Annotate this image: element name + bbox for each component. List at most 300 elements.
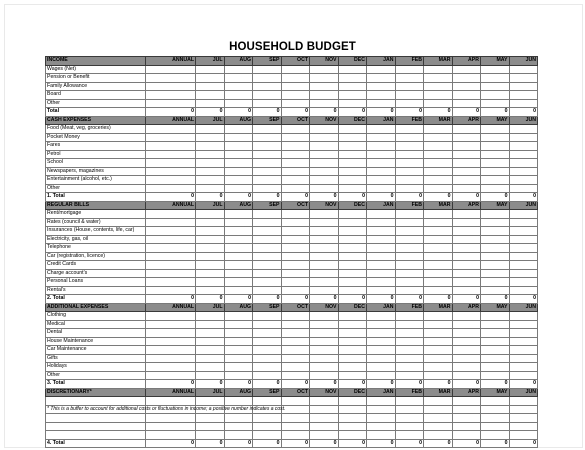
- entry-cell[interactable]: [224, 363, 253, 372]
- entry-cell[interactable]: [424, 210, 453, 219]
- entry-cell[interactable]: [281, 159, 310, 168]
- entry-cell[interactable]: [310, 159, 339, 168]
- entry-cell[interactable]: [424, 218, 453, 227]
- entry-cell[interactable]: [253, 363, 282, 372]
- entry-cell[interactable]: [253, 176, 282, 185]
- entry-cell[interactable]: [481, 210, 510, 219]
- entry-cell[interactable]: [481, 354, 510, 363]
- entry-cell[interactable]: [281, 278, 310, 287]
- entry-cell[interactable]: [253, 159, 282, 168]
- entry-cell[interactable]: [224, 252, 253, 261]
- entry-cell[interactable]: [310, 431, 339, 440]
- entry-cell[interactable]: [481, 286, 510, 295]
- entry-cell[interactable]: [338, 261, 367, 270]
- entry-cell[interactable]: [395, 320, 424, 329]
- entry-cell[interactable]: [224, 235, 253, 244]
- entry-cell[interactable]: [424, 99, 453, 108]
- entry-cell[interactable]: [452, 346, 481, 355]
- entry-cell[interactable]: [395, 431, 424, 440]
- entry-cell[interactable]: [338, 354, 367, 363]
- entry-cell[interactable]: [146, 218, 196, 227]
- entry-cell[interactable]: [452, 235, 481, 244]
- entry-cell[interactable]: [338, 337, 367, 346]
- entry-cell[interactable]: [253, 210, 282, 219]
- entry-cell[interactable]: [281, 329, 310, 338]
- entry-cell[interactable]: [452, 431, 481, 440]
- entry-cell[interactable]: [310, 125, 339, 134]
- entry-cell[interactable]: [481, 142, 510, 151]
- entry-cell[interactable]: [481, 422, 510, 431]
- entry-cell[interactable]: [224, 142, 253, 151]
- entry-cell[interactable]: [395, 91, 424, 100]
- entry-cell[interactable]: [338, 235, 367, 244]
- entry-cell[interactable]: [481, 99, 510, 108]
- entry-cell[interactable]: [224, 65, 253, 74]
- entry-cell[interactable]: [367, 244, 396, 253]
- entry-cell[interactable]: [395, 422, 424, 431]
- entry-cell[interactable]: [146, 159, 196, 168]
- entry-cell[interactable]: [310, 167, 339, 176]
- entry-cell[interactable]: [452, 278, 481, 287]
- entry-cell[interactable]: [196, 133, 225, 142]
- entry-cell[interactable]: [281, 252, 310, 261]
- entry-cell[interactable]: [424, 244, 453, 253]
- entry-cell[interactable]: [395, 405, 424, 414]
- entry-cell[interactable]: [338, 329, 367, 338]
- entry-cell[interactable]: [481, 74, 510, 83]
- entry-cell[interactable]: [481, 329, 510, 338]
- entry-cell[interactable]: [481, 218, 510, 227]
- entry-cell[interactable]: [196, 125, 225, 134]
- entry-cell[interactable]: [253, 99, 282, 108]
- entry-cell[interactable]: [146, 235, 196, 244]
- entry-cell[interactable]: [253, 397, 282, 406]
- entry-cell[interactable]: [253, 133, 282, 142]
- entry-cell[interactable]: [310, 74, 339, 83]
- entry-cell[interactable]: [146, 142, 196, 151]
- entry-cell[interactable]: [310, 405, 339, 414]
- entry-cell[interactable]: [395, 269, 424, 278]
- entry-cell[interactable]: [367, 176, 396, 185]
- entry-cell[interactable]: [367, 167, 396, 176]
- entry-cell[interactable]: [452, 210, 481, 219]
- entry-cell[interactable]: [424, 269, 453, 278]
- entry-cell[interactable]: [338, 320, 367, 329]
- entry-cell[interactable]: [452, 269, 481, 278]
- entry-cell[interactable]: [424, 167, 453, 176]
- entry-cell[interactable]: [224, 337, 253, 346]
- entry-cell[interactable]: [481, 363, 510, 372]
- entry-cell[interactable]: [509, 405, 538, 414]
- entry-cell[interactable]: [196, 235, 225, 244]
- entry-cell[interactable]: [509, 74, 538, 83]
- entry-cell[interactable]: [452, 167, 481, 176]
- entry-cell[interactable]: [395, 82, 424, 91]
- entry-cell[interactable]: [481, 150, 510, 159]
- entry-cell[interactable]: [395, 252, 424, 261]
- entry-cell[interactable]: [338, 99, 367, 108]
- entry-cell[interactable]: [452, 142, 481, 151]
- entry-cell[interactable]: [509, 159, 538, 168]
- entry-cell[interactable]: [395, 125, 424, 134]
- entry-cell[interactable]: [281, 354, 310, 363]
- entry-cell[interactable]: [338, 74, 367, 83]
- entry-cell[interactable]: [509, 150, 538, 159]
- entry-cell[interactable]: [367, 82, 396, 91]
- entry-cell[interactable]: [196, 99, 225, 108]
- entry-cell[interactable]: [424, 261, 453, 270]
- entry-cell[interactable]: [424, 278, 453, 287]
- entry-cell[interactable]: [146, 414, 196, 423]
- entry-cell[interactable]: [367, 218, 396, 227]
- entry-cell[interactable]: [509, 167, 538, 176]
- entry-cell[interactable]: [253, 422, 282, 431]
- entry-cell[interactable]: [281, 133, 310, 142]
- entry-cell[interactable]: [281, 218, 310, 227]
- entry-cell[interactable]: [253, 65, 282, 74]
- entry-cell[interactable]: [452, 397, 481, 406]
- entry-cell[interactable]: [367, 329, 396, 338]
- entry-cell[interactable]: [253, 252, 282, 261]
- entry-cell[interactable]: [338, 150, 367, 159]
- entry-cell[interactable]: [146, 176, 196, 185]
- entry-cell[interactable]: [196, 167, 225, 176]
- entry-cell[interactable]: [253, 320, 282, 329]
- entry-cell[interactable]: [338, 405, 367, 414]
- entry-cell[interactable]: [338, 252, 367, 261]
- entry-cell[interactable]: [310, 278, 339, 287]
- entry-cell[interactable]: [338, 312, 367, 321]
- entry-cell[interactable]: [146, 312, 196, 321]
- entry-cell[interactable]: [395, 329, 424, 338]
- entry-cell[interactable]: [224, 431, 253, 440]
- entry-cell[interactable]: [338, 176, 367, 185]
- entry-cell[interactable]: [310, 150, 339, 159]
- entry-cell[interactable]: [367, 371, 396, 380]
- entry-cell[interactable]: [146, 346, 196, 355]
- entry-cell[interactable]: [338, 414, 367, 423]
- entry-cell[interactable]: [452, 363, 481, 372]
- entry-cell[interactable]: [224, 99, 253, 108]
- entry-cell[interactable]: [395, 261, 424, 270]
- entry-cell[interactable]: [367, 210, 396, 219]
- entry-cell[interactable]: [452, 371, 481, 380]
- entry-cell[interactable]: [196, 82, 225, 91]
- entry-cell[interactable]: [509, 184, 538, 193]
- entry-cell[interactable]: [481, 227, 510, 236]
- entry-cell[interactable]: [481, 65, 510, 74]
- entry-cell[interactable]: [367, 286, 396, 295]
- entry-cell[interactable]: [367, 312, 396, 321]
- entry-cell[interactable]: [367, 320, 396, 329]
- entry-cell[interactable]: [310, 397, 339, 406]
- entry-cell[interactable]: [196, 244, 225, 253]
- entry-cell[interactable]: [196, 91, 225, 100]
- entry-cell[interactable]: [224, 125, 253, 134]
- entry-cell[interactable]: [196, 218, 225, 227]
- entry-cell[interactable]: [452, 422, 481, 431]
- entry-cell[interactable]: [224, 82, 253, 91]
- entry-cell[interactable]: [224, 414, 253, 423]
- entry-cell[interactable]: [424, 252, 453, 261]
- entry-cell[interactable]: [196, 159, 225, 168]
- entry-cell[interactable]: [224, 397, 253, 406]
- entry-cell[interactable]: [424, 354, 453, 363]
- entry-cell[interactable]: [367, 269, 396, 278]
- entry-cell[interactable]: [481, 320, 510, 329]
- entry-cell[interactable]: [452, 82, 481, 91]
- entry-cell[interactable]: [253, 371, 282, 380]
- entry-cell[interactable]: [452, 337, 481, 346]
- entry-cell[interactable]: [395, 218, 424, 227]
- entry-cell[interactable]: [509, 99, 538, 108]
- entry-cell[interactable]: [281, 235, 310, 244]
- entry-cell[interactable]: [310, 269, 339, 278]
- entry-cell[interactable]: [424, 227, 453, 236]
- entry-cell[interactable]: [367, 431, 396, 440]
- entry-cell[interactable]: [224, 184, 253, 193]
- entry-cell[interactable]: [338, 125, 367, 134]
- entry-cell[interactable]: [146, 431, 196, 440]
- entry-cell[interactable]: [509, 65, 538, 74]
- entry-cell[interactable]: [146, 320, 196, 329]
- entry-cell[interactable]: [253, 414, 282, 423]
- entry-cell[interactable]: [196, 346, 225, 355]
- entry-cell[interactable]: [481, 133, 510, 142]
- entry-cell[interactable]: [338, 227, 367, 236]
- entry-cell[interactable]: [367, 65, 396, 74]
- entry-cell[interactable]: [367, 354, 396, 363]
- entry-cell[interactable]: [367, 74, 396, 83]
- entry-cell[interactable]: [310, 354, 339, 363]
- entry-cell[interactable]: [481, 278, 510, 287]
- entry-cell[interactable]: [395, 184, 424, 193]
- entry-cell[interactable]: [481, 235, 510, 244]
- entry-cell[interactable]: [146, 371, 196, 380]
- entry-cell[interactable]: [395, 65, 424, 74]
- entry-cell[interactable]: [424, 422, 453, 431]
- entry-cell[interactable]: [281, 286, 310, 295]
- entry-cell[interactable]: [395, 354, 424, 363]
- entry-cell[interactable]: [452, 65, 481, 74]
- entry-cell[interactable]: [452, 227, 481, 236]
- entry-cell[interactable]: [196, 422, 225, 431]
- entry-cell[interactable]: [338, 142, 367, 151]
- entry-cell[interactable]: [424, 286, 453, 295]
- entry-cell[interactable]: [452, 244, 481, 253]
- entry-cell[interactable]: [224, 150, 253, 159]
- entry-cell[interactable]: [509, 414, 538, 423]
- entry-cell[interactable]: [452, 329, 481, 338]
- entry-cell[interactable]: [452, 286, 481, 295]
- entry-cell[interactable]: [367, 99, 396, 108]
- entry-cell[interactable]: [452, 74, 481, 83]
- entry-cell[interactable]: [424, 142, 453, 151]
- entry-cell[interactable]: [509, 371, 538, 380]
- entry-cell[interactable]: [338, 431, 367, 440]
- entry-cell[interactable]: [338, 133, 367, 142]
- entry-cell[interactable]: [481, 414, 510, 423]
- entry-cell[interactable]: [481, 346, 510, 355]
- entry-cell[interactable]: [281, 337, 310, 346]
- entry-cell[interactable]: [509, 227, 538, 236]
- entry-cell[interactable]: [196, 269, 225, 278]
- entry-cell[interactable]: [146, 125, 196, 134]
- entry-cell[interactable]: [395, 74, 424, 83]
- entry-cell[interactable]: [509, 278, 538, 287]
- entry-cell[interactable]: [338, 397, 367, 406]
- entry-cell[interactable]: [481, 176, 510, 185]
- entry-cell[interactable]: [196, 252, 225, 261]
- entry-cell[interactable]: [253, 312, 282, 321]
- entry-cell[interactable]: [253, 269, 282, 278]
- entry-cell[interactable]: [196, 74, 225, 83]
- entry-cell[interactable]: [196, 397, 225, 406]
- entry-cell[interactable]: [146, 286, 196, 295]
- entry-cell[interactable]: [338, 422, 367, 431]
- entry-cell[interactable]: [338, 91, 367, 100]
- entry-cell[interactable]: [481, 125, 510, 134]
- entry-cell[interactable]: [281, 176, 310, 185]
- entry-cell[interactable]: [452, 405, 481, 414]
- entry-cell[interactable]: [310, 422, 339, 431]
- entry-cell[interactable]: [146, 99, 196, 108]
- entry-cell[interactable]: [253, 286, 282, 295]
- entry-cell[interactable]: [338, 363, 367, 372]
- entry-cell[interactable]: [196, 431, 225, 440]
- entry-cell[interactable]: [146, 82, 196, 91]
- entry-cell[interactable]: [146, 210, 196, 219]
- entry-cell[interactable]: [367, 252, 396, 261]
- entry-cell[interactable]: [509, 142, 538, 151]
- entry-cell[interactable]: [509, 125, 538, 134]
- entry-cell[interactable]: [395, 99, 424, 108]
- entry-cell[interactable]: [367, 405, 396, 414]
- entry-cell[interactable]: [146, 227, 196, 236]
- entry-cell[interactable]: [452, 99, 481, 108]
- entry-cell[interactable]: [509, 354, 538, 363]
- entry-cell[interactable]: [481, 159, 510, 168]
- entry-cell[interactable]: [367, 261, 396, 270]
- entry-cell[interactable]: [224, 278, 253, 287]
- entry-cell[interactable]: [395, 167, 424, 176]
- entry-cell[interactable]: [509, 235, 538, 244]
- entry-cell[interactable]: [509, 210, 538, 219]
- entry-cell[interactable]: [281, 65, 310, 74]
- entry-cell[interactable]: [509, 133, 538, 142]
- entry-cell[interactable]: [196, 278, 225, 287]
- entry-cell[interactable]: [452, 176, 481, 185]
- entry-cell[interactable]: [146, 150, 196, 159]
- entry-cell[interactable]: [424, 150, 453, 159]
- entry-cell[interactable]: [196, 354, 225, 363]
- entry-cell[interactable]: [452, 159, 481, 168]
- entry-cell[interactable]: [367, 91, 396, 100]
- entry-cell[interactable]: [224, 320, 253, 329]
- entry-cell[interactable]: [253, 227, 282, 236]
- entry-cell[interactable]: [310, 363, 339, 372]
- entry-cell[interactable]: [253, 150, 282, 159]
- entry-cell[interactable]: [281, 210, 310, 219]
- entry-cell[interactable]: [310, 65, 339, 74]
- entry-cell[interactable]: [424, 159, 453, 168]
- entry-cell[interactable]: [146, 184, 196, 193]
- entry-cell[interactable]: [146, 354, 196, 363]
- entry-cell[interactable]: [253, 346, 282, 355]
- entry-cell[interactable]: [509, 397, 538, 406]
- entry-cell[interactable]: [424, 235, 453, 244]
- entry-cell[interactable]: [509, 422, 538, 431]
- entry-cell[interactable]: [367, 346, 396, 355]
- entry-cell[interactable]: [509, 431, 538, 440]
- entry-cell[interactable]: [310, 244, 339, 253]
- entry-cell[interactable]: [424, 82, 453, 91]
- entry-cell[interactable]: [481, 269, 510, 278]
- entry-cell[interactable]: [509, 252, 538, 261]
- entry-cell[interactable]: [224, 176, 253, 185]
- entry-cell[interactable]: [281, 244, 310, 253]
- entry-cell[interactable]: [281, 431, 310, 440]
- entry-cell[interactable]: [146, 74, 196, 83]
- entry-cell[interactable]: [395, 346, 424, 355]
- entry-cell[interactable]: [452, 354, 481, 363]
- entry-cell[interactable]: [424, 176, 453, 185]
- entry-cell[interactable]: [424, 363, 453, 372]
- entry-cell[interactable]: [281, 397, 310, 406]
- entry-cell[interactable]: [224, 312, 253, 321]
- entry-cell[interactable]: [481, 184, 510, 193]
- entry-cell[interactable]: [395, 244, 424, 253]
- entry-cell[interactable]: [452, 150, 481, 159]
- entry-cell[interactable]: [481, 312, 510, 321]
- entry-cell[interactable]: [146, 167, 196, 176]
- entry-cell[interactable]: [424, 414, 453, 423]
- entry-cell[interactable]: [281, 261, 310, 270]
- entry-cell[interactable]: [424, 91, 453, 100]
- entry-cell[interactable]: [281, 184, 310, 193]
- entry-cell[interactable]: [452, 133, 481, 142]
- entry-cell[interactable]: [395, 159, 424, 168]
- entry-cell[interactable]: [481, 405, 510, 414]
- entry-cell[interactable]: [281, 312, 310, 321]
- entry-cell[interactable]: [253, 74, 282, 83]
- entry-cell[interactable]: [253, 184, 282, 193]
- entry-cell[interactable]: [509, 346, 538, 355]
- entry-cell[interactable]: [253, 167, 282, 176]
- entry-cell[interactable]: [146, 363, 196, 372]
- entry-cell[interactable]: [253, 142, 282, 151]
- entry-cell[interactable]: [253, 329, 282, 338]
- entry-cell[interactable]: [452, 414, 481, 423]
- entry-cell[interactable]: [281, 371, 310, 380]
- entry-cell[interactable]: [424, 431, 453, 440]
- entry-cell[interactable]: [424, 329, 453, 338]
- entry-cell[interactable]: [146, 337, 196, 346]
- entry-cell[interactable]: [146, 65, 196, 74]
- entry-cell[interactable]: [310, 133, 339, 142]
- entry-cell[interactable]: [367, 184, 396, 193]
- entry-cell[interactable]: [196, 312, 225, 321]
- entry-cell[interactable]: [424, 397, 453, 406]
- entry-cell[interactable]: [310, 261, 339, 270]
- entry-cell[interactable]: [338, 371, 367, 380]
- entry-cell[interactable]: [196, 210, 225, 219]
- entry-cell[interactable]: [424, 65, 453, 74]
- entry-cell[interactable]: [395, 278, 424, 287]
- entry-cell[interactable]: [196, 142, 225, 151]
- entry-cell[interactable]: [367, 414, 396, 423]
- entry-cell[interactable]: [395, 363, 424, 372]
